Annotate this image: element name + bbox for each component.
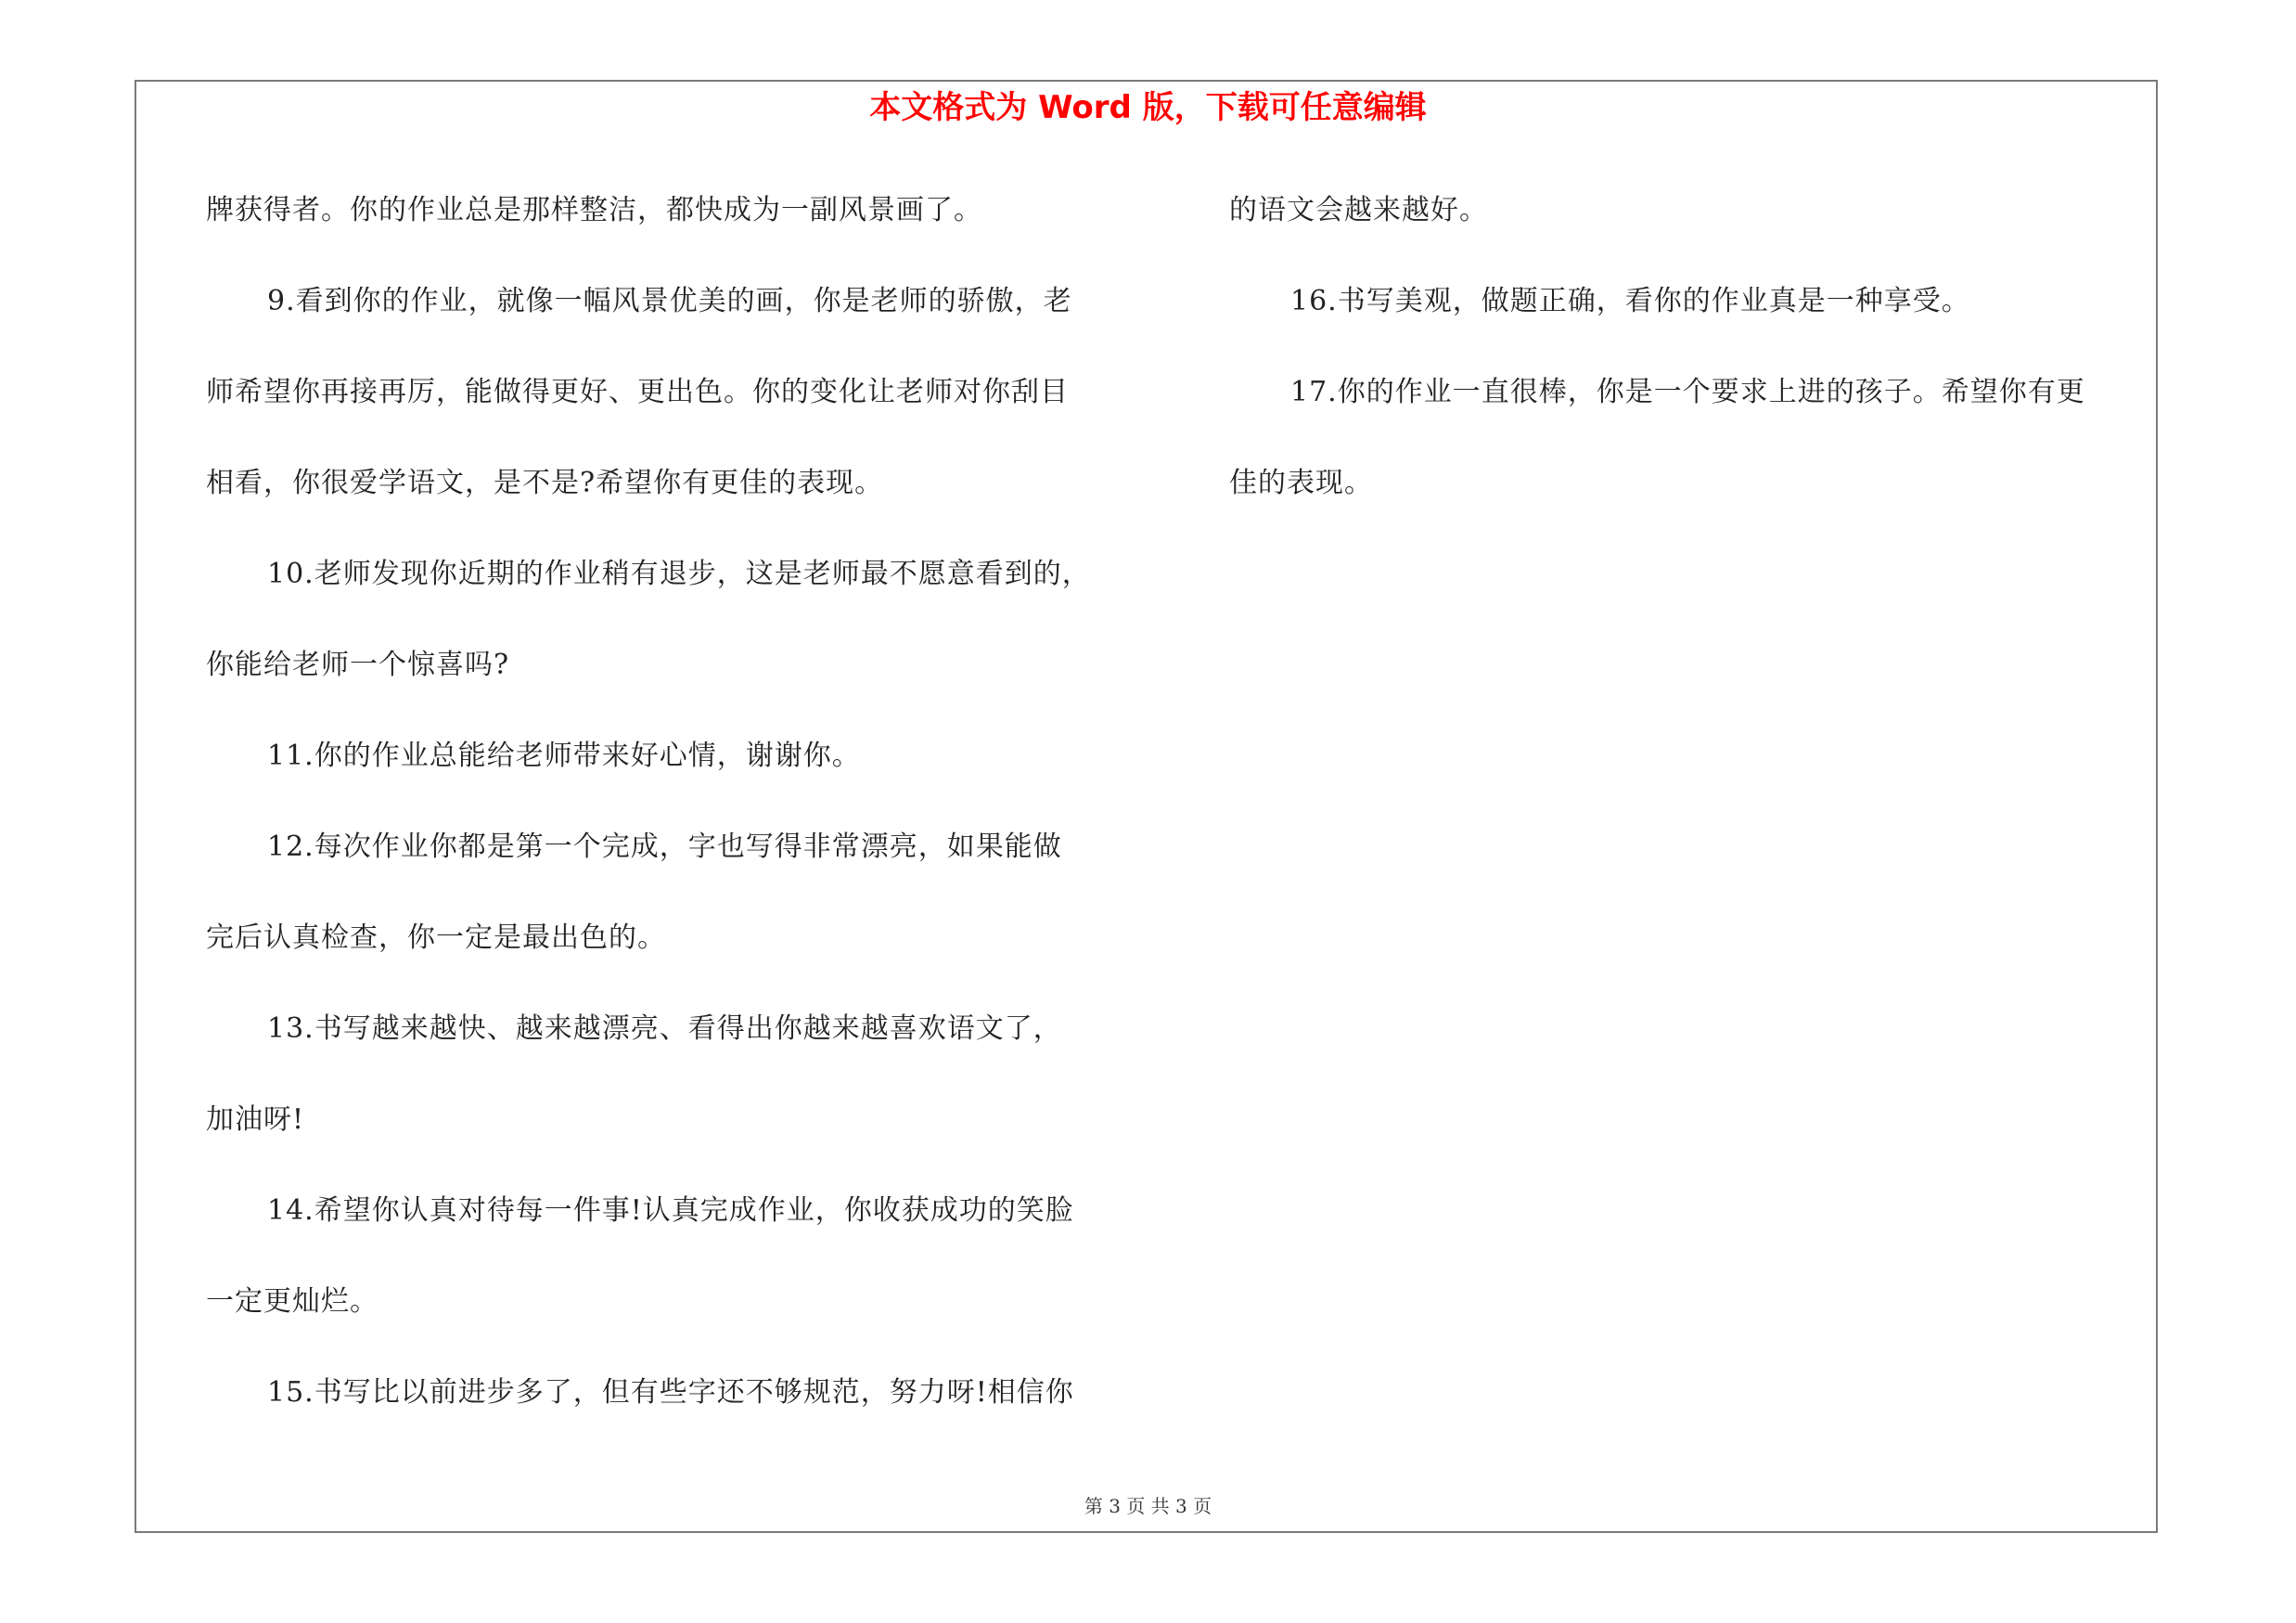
- text-line: 13.书写越来越快、越来越漂亮、看得出你越来越喜欢语文了，: [267, 1012, 1062, 1045]
- text-line: 相看，你很爱学语文，是不是?希望你有更佳的表现。: [206, 467, 884, 499]
- text-line: 12.每次作业你都是第一个完成，字也写得非常漂亮，如果能做: [267, 831, 1062, 863]
- text-line: 你能给老师一个惊喜吗?: [206, 649, 510, 681]
- text-line: 17.你的作业一直很棒，你是一个要求上进的孩子。希望你有更: [1290, 376, 2085, 408]
- text-line: 15.书写比以前进步多了，但有些字还不够规范，努力呀!相信你: [267, 1376, 1074, 1409]
- text-line: 9.看到你的作业，就像一幅风景优美的画，你是老师的骄傲，老: [267, 285, 1072, 317]
- text-line: 的语文会越来越好。: [1229, 194, 1488, 226]
- text-line: 加油呀!: [206, 1103, 305, 1136]
- text-line: 10.老师发现你近期的作业稍有退步，这是老师最不愿意看到的，: [267, 558, 1091, 590]
- right-text-column: [1229, 184, 2157, 547]
- text-line: 14.希望你认真对待每一件事!认真完成作业，你收获成功的笑脸: [267, 1194, 1074, 1227]
- format-notice-banner: 本文格式为 Word 版，下载可任意编辑: [869, 89, 1427, 126]
- text-line: 16.书写美观，做题正确，看你的作业真是一种享受。: [1290, 285, 1970, 317]
- page-number-footer: 第 3 页 共 3 页: [1084, 1495, 1212, 1517]
- text-line: 11.你的作业总能给老师带来好心情，谢谢你。: [267, 740, 861, 772]
- text-line: 牌获得者。你的作业总是那样整洁，都快成为一副风景画了。: [206, 194, 982, 226]
- text-line: 完后认真检查，你一定是最出色的。: [206, 921, 666, 954]
- text-line: 佳的表现。: [1229, 467, 1373, 499]
- text-line: 师希望你再接再厉，能做得更好、更出色。你的变化让老师对你刮目: [206, 376, 1069, 408]
- text-line: 一定更灿烂。: [206, 1285, 378, 1318]
- left-text-column: [206, 184, 1161, 1457]
